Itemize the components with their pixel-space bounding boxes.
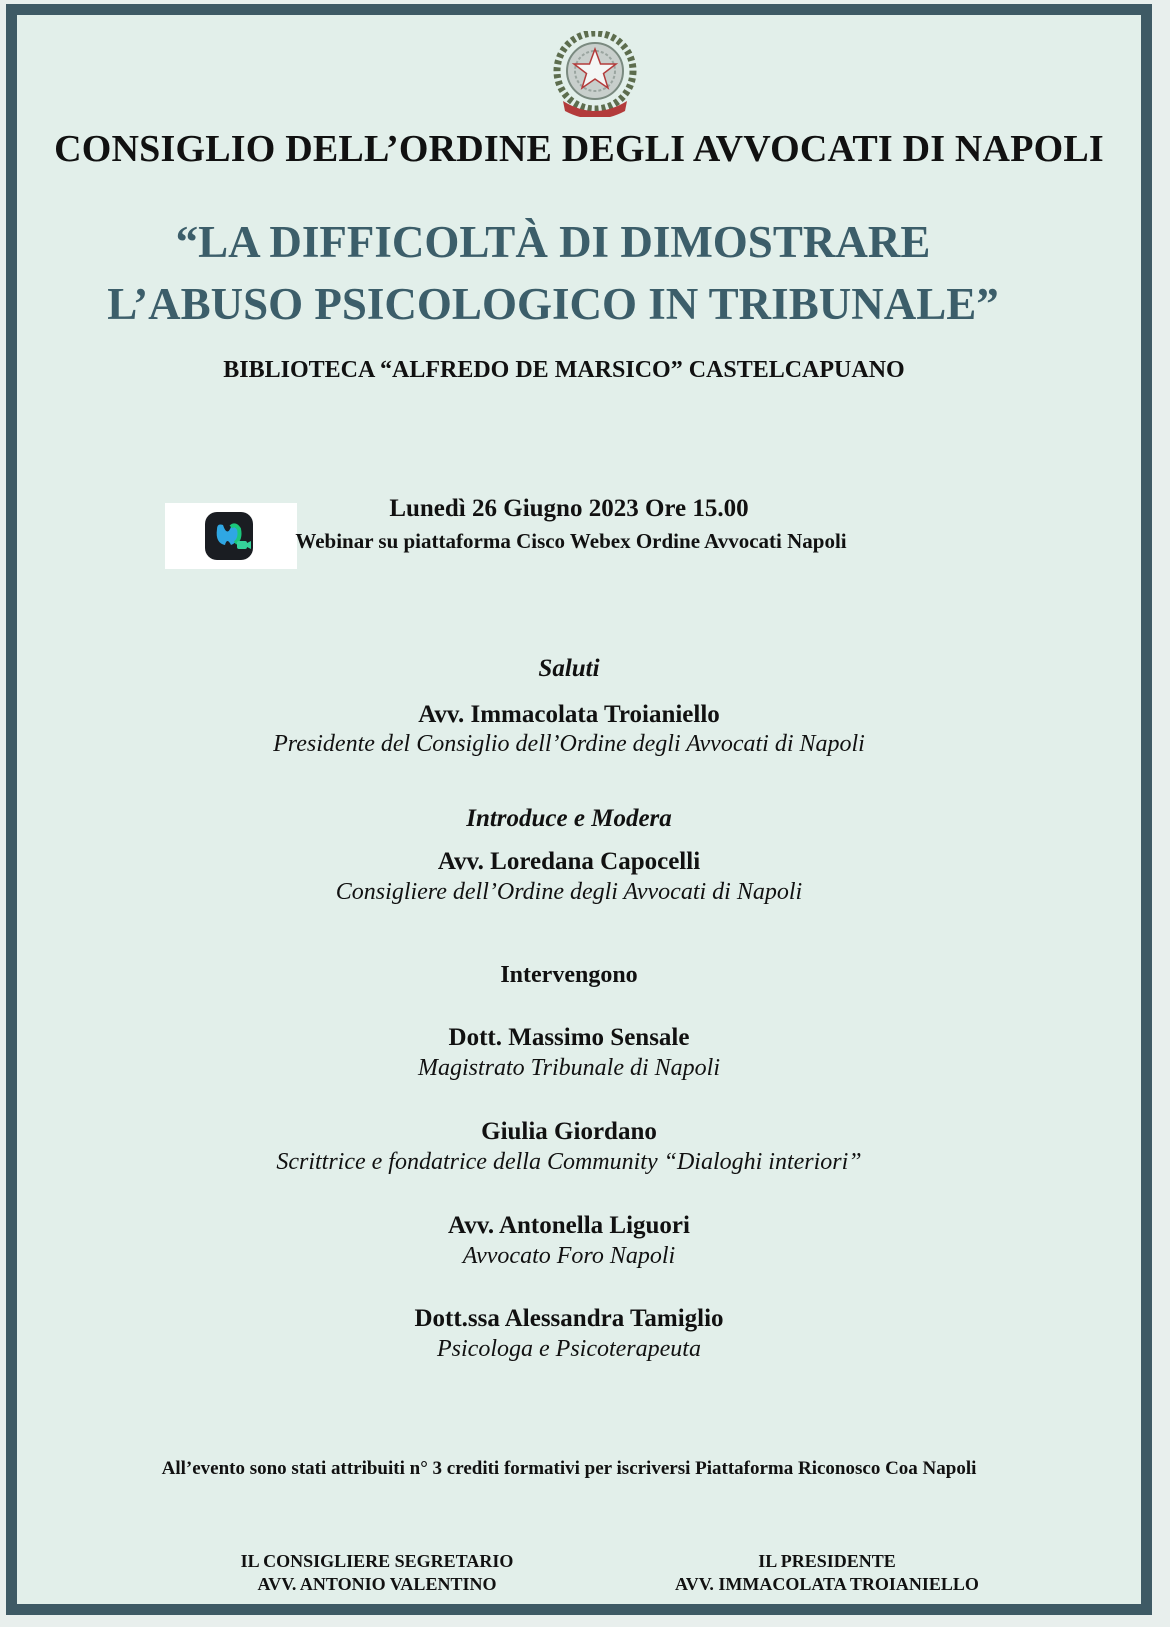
speaker-name: Dott. Massimo Sensale [448,1024,690,1051]
event-title-line1: “LA DIFFICOLTÀ DI DIMOSTRARE [175,217,931,267]
venue: BIBLIOTECA “ALFREDO DE MARSICO” CASTELCAPUANO [223,357,905,383]
organization-heading: CONSIGLIO DELL’ORDINE DEGLI AVVOCATI DI NAPOLI [54,128,1104,170]
signature-secretary [217,1550,537,1596]
speaker-name: Giulia Giordano [481,1118,657,1145]
signature-secretary-name: AVV. ANTONIO VALENTINO [257,1574,497,1594]
signature-president-name: AVV. IMMACOLATA TROIANIELLO [675,1574,979,1594]
event-title-line2: L’ABUSO PSICOLOGICO IN TRIBUNALE” [107,279,999,329]
speakers-label: Intervengono [500,962,638,988]
speaker-role: Scrittrice e fondatrice della Community “Dialoghi interiori” [276,1149,862,1175]
speaker-role: Psicologa e Psicoterapeuta [437,1336,701,1362]
saluti-speaker-role: Presidente del Consiglio dell’Ordine degli Avvocati di Napoli [273,731,865,757]
moderator-label: Introduce e Modera [466,805,672,832]
signature-president-title: IL PRESIDENTE [758,1551,896,1571]
credits-note: All’evento sono stati attribuiti n° 3 crediti formativi per iscriversi Piattaforma Riconosco Coa Napoli [161,1458,977,1479]
event-date: Lunedì 26 Giugno 2023 Ore 15.00 [389,495,749,522]
saluti-speaker-name: Avv. Immacolata Troianiello [418,701,720,728]
event-title [0,211,1115,335]
italian-republic-emblem-icon [553,31,637,117]
saluti-label: Saluti [538,655,600,682]
speaker-name: Avv. Antonella Liguori [448,1212,690,1239]
webinar-info: Webinar su piattaforma Cisco Webex Ordine Avvocati Napoli [295,529,847,553]
speaker-role: Magistrato Tribunale di Napoli [417,1055,721,1081]
signature-president [657,1550,997,1596]
signature-secretary-title: IL CONSIGLIERE SEGRETARIO [240,1551,514,1571]
moderator-name: Avv. Loredana Capocelli [437,848,701,875]
speaker-role: Avvocato Foro Napoli [462,1243,676,1269]
speaker-name: Dott.ssa Alessandra Tamiglio [414,1305,724,1332]
moderator-role: Consigliere dell’Ordine degli Avvocati di Napoli [335,879,803,905]
poster-frame [6,4,1152,1615]
